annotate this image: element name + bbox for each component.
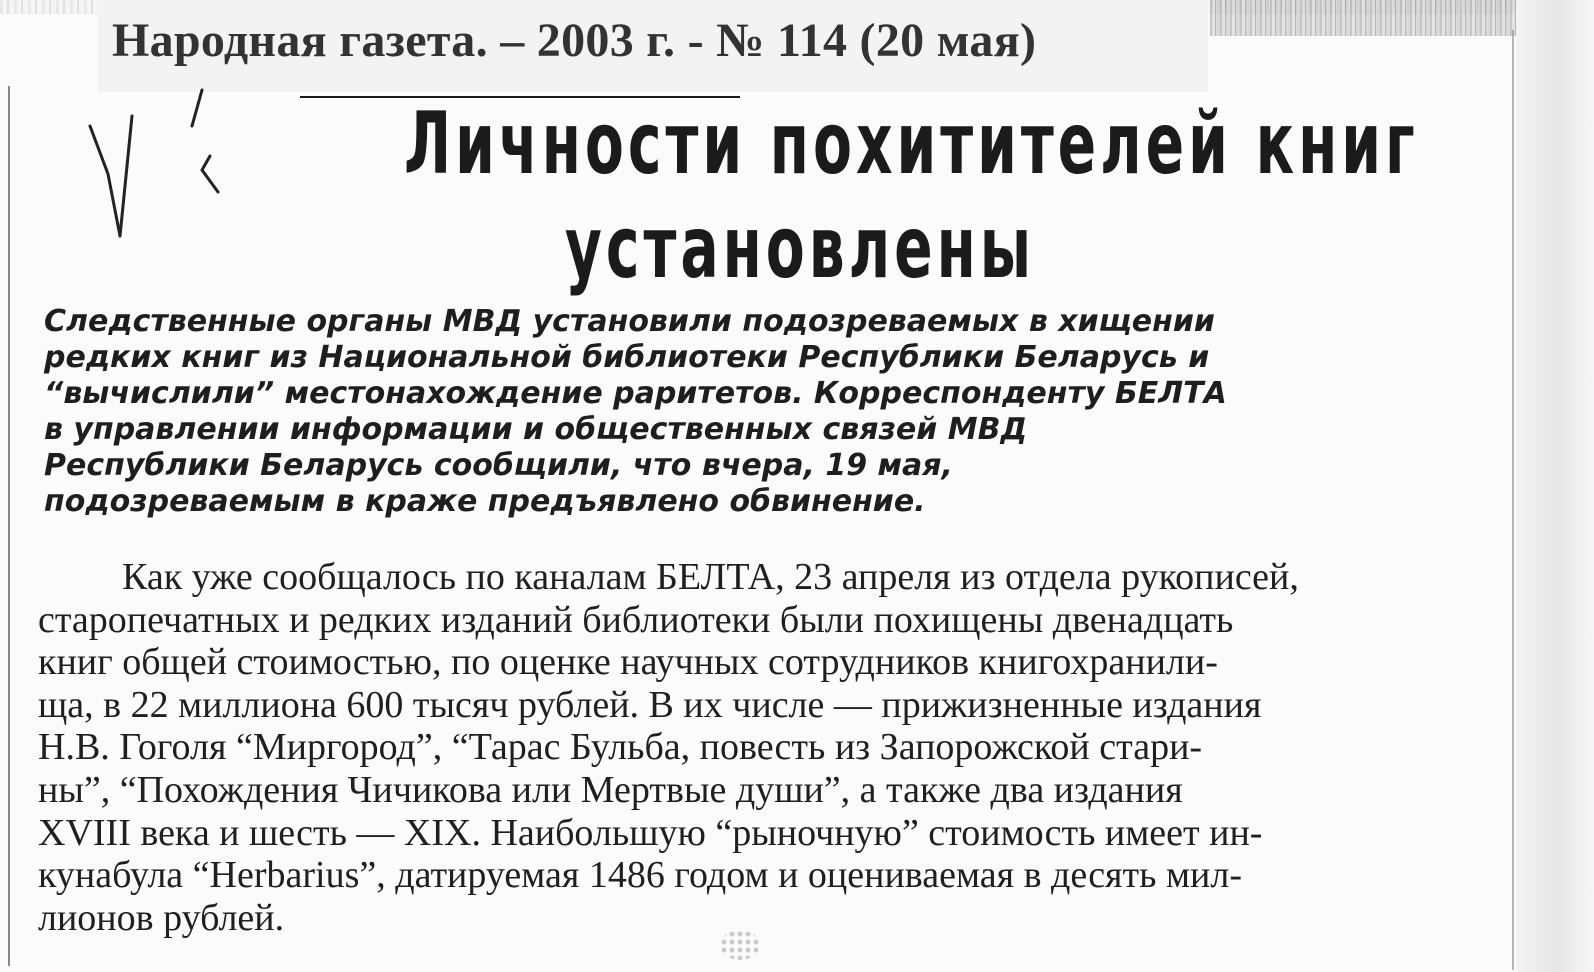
scan-right-margin [1516,0,1594,972]
body-line: старопечатных и редких изданий библиотеки были похищены двенадцать [38,598,1234,641]
lead-line: Следственные органы МВД установили подозреваемых в хищении [44,304,1215,339]
headline-line: Личности похитителей книг [403,94,1419,194]
body-line: ща, в 22 миллиона 600 тысяч рублей. В их числе — прижизненные издания [38,683,1262,726]
lead-line: подозреваемым в краже предъявлено обвинение. [44,484,926,519]
lead-line: “вычислили” местонахождение раритетов. Корреспонденту БЕЛТА [44,376,1227,411]
lead-line: редких книг из Национальной библиотеки Республики Беларусь и [44,340,1210,375]
body-line: XVIII века и шесть — XIX. Наибольшую “рыночную” стоимость имеет ин- [38,811,1263,854]
body-line: Н.В. Гоголя “Миргород”, “Тарас Бульба, повесть из Запорожской стари- [38,726,1203,769]
body-line: лионов рублей. [38,896,285,939]
article-body [38,556,1498,939]
source-citation: Народная газета. – 2003 г. - № 114 (20 мая) [112,14,1037,67]
clipping-right-edge [1512,30,1514,970]
body-line: ны”, “Похождения Чичикова или Мертвые души”, а также два издания [38,768,1183,811]
scan-noise-top-right [1210,0,1530,36]
lead-line: Республики Беларусь сообщили, что вчера, 19 мая, [44,448,953,483]
article-lead [44,304,1484,520]
body-line: кунабула “Herbarius”, датируемая 1486 годом и оцениваемая в десять мил- [38,854,1242,897]
lead-line: в управлении информации и общественных связей МВД [44,412,1028,447]
handwritten-check-mark-icon [70,86,250,256]
headline-line: установлены [564,198,1036,298]
body-line: книг общей стоимостью, по оценке научных сотрудников книгохранили- [38,641,1218,684]
clipping-left-edge [8,86,10,966]
article-headline [403,92,1419,300]
scan-speck [720,930,760,960]
body-line: Как уже сообщалось по каналам БЕЛТА, 23 апреля из отдела рукописей, [122,556,1299,598]
